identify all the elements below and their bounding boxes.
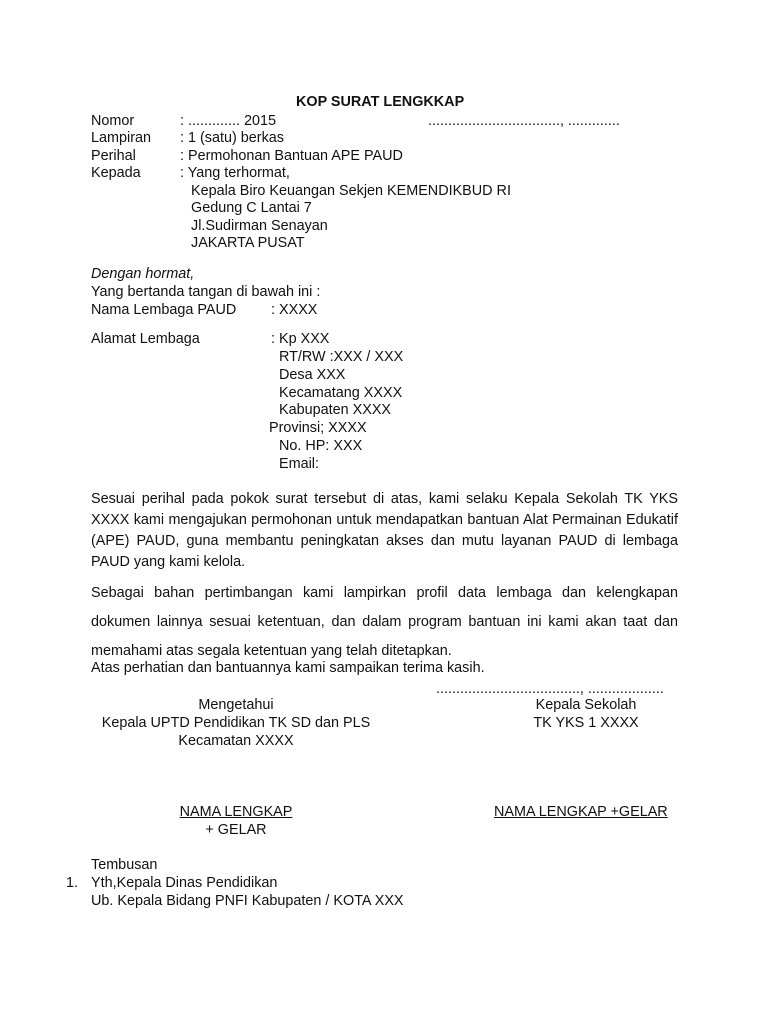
tembusan-item-number: 1. [66,875,79,891]
left-signatory-name: NAMA LENGKAP [179,804,293,820]
recipient-line: JAKARTA PUSAT [191,235,305,251]
left-signature-line: Kecamatan XXXX [178,733,294,749]
tembusan-item-line: Yth,Kepala Dinas Pendidikan [91,875,278,891]
institution-name-value: : XXXX [271,302,318,318]
address-line: Email: [279,456,319,472]
letter-title: KOP SURAT LENGKKAP [296,94,465,110]
left-signature-line: Kepala UPTD Pendidikan TK SD dan PLS [101,715,371,731]
place-date: ................................., ............. [428,113,620,129]
lampiran-value: : 1 (satu) berkas [180,130,284,146]
right-signature-line: Kepala Sekolah [535,697,637,713]
address-label: Alamat Lembaga [91,331,200,347]
salutation: Dengan hormat, [91,266,195,282]
body-paragraph-2: Sebagai bahan pertimbangan kami lampirkan profil data lembaga dan kelengkapan dokumen lainnya sesuai ketentuan, dan dalam program bantuan ini kami akan taat dan memahami atas segala ketentuan yang telah ditetapkan. [91,585,678,659]
lampiran-label: Lampiran [91,130,151,146]
address-line: Desa XXX [279,367,346,383]
nomor-value: : ............. 2015 [180,113,276,129]
right-signature-line: TK YKS 1 XXXX [533,715,639,731]
perihal-label: Perihal [91,148,136,164]
recipient-line: Jl.Sudirman Senayan [191,218,328,234]
kepada-value: : Yang terhormat, [180,165,290,181]
address-line: Kecamatang XXXX [279,385,403,401]
recipient-line: Gedung C Lantai 7 [191,200,312,216]
intro-text: Yang bertanda tangan di bawah ini : [91,284,321,300]
tembusan-label: Tembusan [91,857,158,873]
institution-name-label: Nama Lembaga PAUD [91,302,237,318]
address-line: Provinsi; XXXX [269,420,367,436]
sign-place-date: ...................................., ................... [436,681,664,697]
address-line: : Kp XXX [271,331,330,347]
address-line: No. HP: XXX [279,438,363,454]
nomor-label: Nomor [91,113,135,129]
address-line: RT/RW :XXX / XXX [279,349,404,365]
body-paragraph-1: Sesuai perihal pada pokok surat tersebut di atas, kami selaku Kepala Sekolah TK YKS XXXX kami mengajukan permohonan untuk mendapatkan bantuan Alat Permainan Edukatif (APE) PAUD, guna membantu peningkatan akses dan mutu layanan PAUD di lembaga PAUD yang kami kelola. [91,491,678,570]
recipient-line: Kepala Biro Keuangan Sekjen KEMENDIKBUD RI [191,183,511,199]
tembusan-item-line: Ub. Kepala Bidang PNFI Kabupaten / KOTA XXX [91,893,404,909]
left-signature-line: Mengetahui [198,697,274,713]
closing-text: Atas perhatian dan bantuannya kami sampaikan terima kasih. [91,660,485,676]
right-signatory-name: NAMA LENGKAP +GELAR [494,804,668,820]
perihal-value: : Permohonan Bantuan APE PAUD [180,148,403,164]
left-signatory-title: + GELAR [205,822,267,838]
address-line: Kabupaten XXXX [279,402,392,418]
kepada-label: Kepada [91,165,141,181]
